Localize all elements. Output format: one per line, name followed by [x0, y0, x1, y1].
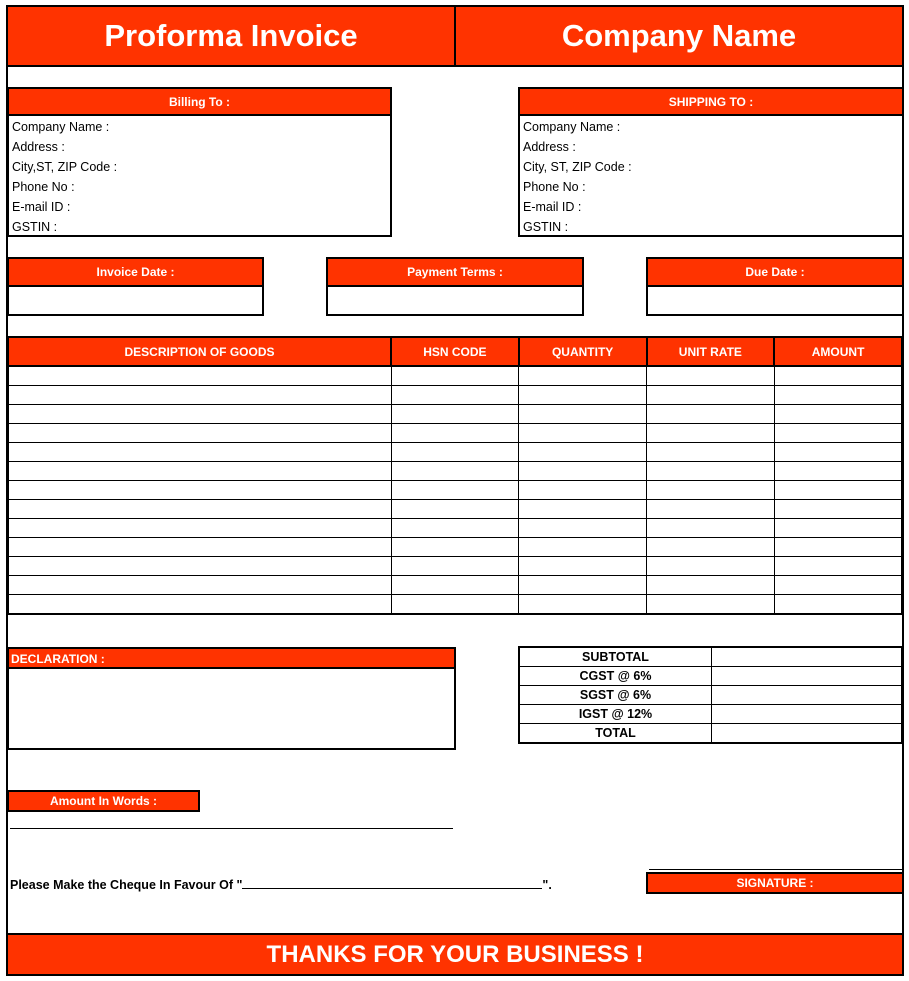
cheque-text: Please Make the Cheque In Favour Of " [10, 878, 243, 892]
item-cell[interactable] [647, 576, 775, 595]
item-cell[interactable] [774, 386, 902, 405]
item-cell[interactable] [391, 366, 519, 386]
igst-value[interactable] [712, 705, 903, 724]
item-cell[interactable] [774, 576, 902, 595]
item-cell[interactable] [647, 519, 775, 538]
col-hsn-code: HSN CODE [391, 337, 519, 366]
total-label: TOTAL [519, 724, 712, 744]
table-row [8, 500, 902, 519]
item-cell[interactable] [8, 500, 391, 519]
item-cell[interactable] [774, 462, 902, 481]
due-date-field[interactable] [646, 285, 904, 316]
table-row [8, 424, 902, 443]
item-cell[interactable] [391, 443, 519, 462]
declaration-box[interactable] [7, 667, 456, 750]
billing-city-label: City,ST, ZIP Code : [12, 160, 118, 174]
company-name: Company Name [561, 18, 797, 53]
item-cell[interactable] [8, 538, 391, 557]
item-cell[interactable] [647, 462, 775, 481]
item-cell[interactable] [774, 366, 902, 386]
item-cell[interactable] [391, 557, 519, 576]
item-cell[interactable] [8, 519, 391, 538]
table-row [8, 557, 902, 576]
item-cell[interactable] [774, 481, 902, 500]
amount-words-line[interactable] [10, 828, 453, 829]
item-cell[interactable] [519, 481, 647, 500]
item-cell[interactable] [519, 366, 647, 386]
item-cell[interactable] [519, 462, 647, 481]
item-cell[interactable] [391, 595, 519, 615]
billing-heading: Billing To : [7, 87, 392, 116]
shipping-gstin-label: GSTIN : [523, 220, 569, 234]
table-row [8, 519, 902, 538]
col-amount: AMOUNT [774, 337, 902, 366]
signature-heading: SIGNATURE : [646, 872, 904, 894]
items-table [7, 336, 903, 615]
table-row [8, 462, 902, 481]
item-cell[interactable] [8, 386, 391, 405]
item-cell[interactable] [391, 576, 519, 595]
invoice-date-heading: Invoice Date : [7, 257, 264, 287]
item-cell[interactable] [519, 557, 647, 576]
item-cell[interactable] [647, 595, 775, 615]
item-cell[interactable] [8, 462, 391, 481]
item-cell[interactable] [774, 500, 902, 519]
item-cell[interactable] [391, 462, 519, 481]
item-cell[interactable] [647, 386, 775, 405]
page-title: Proforma Invoice [104, 18, 358, 53]
subtotal-value[interactable] [712, 647, 903, 667]
item-cell[interactable] [391, 481, 519, 500]
cgst-label: CGST @ 6% [519, 667, 712, 686]
sgst-value[interactable] [712, 686, 903, 705]
item-cell[interactable] [8, 405, 391, 424]
billing-company-label: Company Name : [12, 120, 110, 134]
item-cell[interactable] [647, 481, 775, 500]
item-cell[interactable] [391, 538, 519, 557]
item-cell[interactable] [519, 405, 647, 424]
totals-row [519, 667, 902, 686]
billing-email-label: E-mail ID : [12, 200, 71, 214]
billing-box [7, 114, 392, 237]
col-description: DESCRIPTION OF GOODS [8, 337, 391, 366]
item-cell[interactable] [391, 386, 519, 405]
item-cell[interactable] [519, 500, 647, 519]
item-cell[interactable] [519, 386, 647, 405]
invoice-date-field[interactable] [7, 285, 264, 316]
item-cell[interactable] [647, 538, 775, 557]
item-cell[interactable] [774, 595, 902, 615]
item-cell[interactable] [8, 481, 391, 500]
item-cell[interactable] [519, 576, 647, 595]
totals-row [519, 724, 902, 744]
item-cell[interactable] [391, 519, 519, 538]
shipping-heading: SHIPPING TO : [518, 87, 904, 116]
billing-gstin-label: GSTIN : [12, 220, 58, 234]
item-cell[interactable] [647, 424, 775, 443]
table-row [8, 366, 902, 386]
totals-row [519, 647, 902, 667]
table-row [8, 386, 902, 405]
item-cell[interactable] [8, 443, 391, 462]
item-cell[interactable] [774, 443, 902, 462]
cheque-text-end: ". [542, 878, 552, 892]
item-cell[interactable] [647, 405, 775, 424]
table-row [8, 595, 902, 615]
signature-line[interactable] [649, 869, 902, 870]
shipping-email-label: E-mail ID : [523, 200, 582, 214]
payment-terms-field[interactable] [326, 285, 584, 316]
totals-table [518, 646, 903, 744]
items-header-row [8, 337, 902, 366]
item-cell[interactable] [774, 538, 902, 557]
item-cell[interactable] [519, 519, 647, 538]
item-cell[interactable] [8, 366, 391, 386]
col-quantity: QUANTITY [519, 337, 647, 366]
item-cell[interactable] [8, 576, 391, 595]
igst-label: IGST @ 12% [519, 705, 712, 724]
billing-address-label: Address : [12, 140, 65, 154]
cgst-value[interactable] [712, 667, 903, 686]
table-row [8, 576, 902, 595]
table-row [8, 481, 902, 500]
payment-terms-heading: Payment Terms : [326, 257, 584, 287]
item-cell[interactable] [519, 443, 647, 462]
totals-row [519, 686, 902, 705]
item-cell[interactable] [8, 557, 391, 576]
cheque-payee-field[interactable] [242, 876, 542, 889]
totals-row [519, 705, 902, 724]
footer-banner [6, 933, 904, 976]
subtotal-label: SUBTOTAL [519, 647, 712, 667]
shipping-city-label: City, ST, ZIP Code : [523, 160, 632, 174]
item-cell[interactable] [647, 557, 775, 576]
item-cell[interactable] [647, 500, 775, 519]
declaration-heading: DECLARATION : [7, 647, 456, 669]
item-cell[interactable] [774, 424, 902, 443]
item-cell[interactable] [391, 405, 519, 424]
cheque-instruction [10, 876, 552, 892]
shipping-box [518, 114, 904, 237]
item-cell[interactable] [774, 405, 902, 424]
footer-text: THANKS FOR YOUR BUSINESS ! [266, 940, 644, 968]
item-cell[interactable] [647, 443, 775, 462]
shipping-company-label: Company Name : [523, 120, 621, 134]
table-row [8, 443, 902, 462]
shipping-address-label: Address : [523, 140, 576, 154]
shipping-phone-label: Phone No : [523, 180, 586, 194]
sgst-label: SGST @ 6% [519, 686, 712, 705]
item-cell[interactable] [519, 595, 647, 615]
item-cell[interactable] [391, 424, 519, 443]
item-cell[interactable] [647, 366, 775, 386]
table-row [8, 405, 902, 424]
item-cell[interactable] [774, 519, 902, 538]
amount-words-heading: Amount In Words : [7, 790, 200, 812]
item-cell[interactable] [519, 424, 647, 443]
item-cell[interactable] [774, 557, 902, 576]
table-row [8, 538, 902, 557]
item-cell[interactable] [8, 424, 391, 443]
due-date-heading: Due Date : [646, 257, 904, 287]
item-cell[interactable] [519, 538, 647, 557]
item-cell[interactable] [8, 595, 391, 615]
col-unit-rate: UNIT RATE [647, 337, 775, 366]
item-cell[interactable] [391, 500, 519, 519]
total-value[interactable] [712, 724, 903, 744]
billing-phone-label: Phone No : [12, 180, 75, 194]
